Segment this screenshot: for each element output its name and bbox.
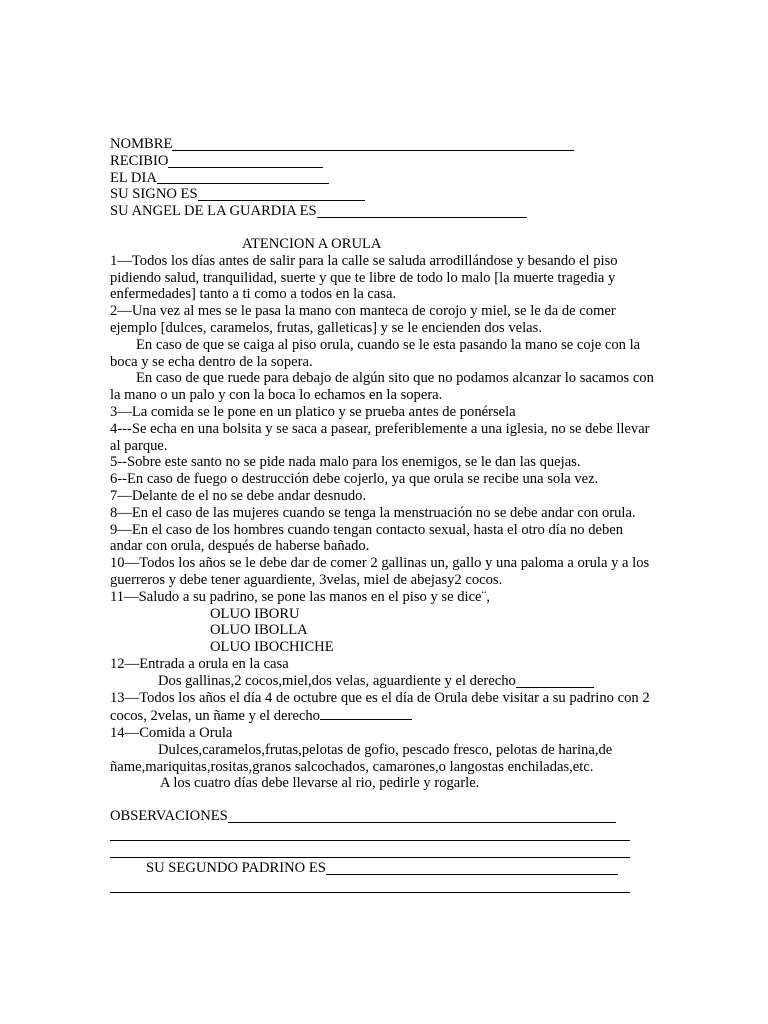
item-2a: En caso de que se caiga al piso orula, cuando se le esta pasando la mano se coje con la boca y se echa dentro de la sopera. [110,336,641,370]
item-9: 9—En el caso de los hombres cuando tengan contacto sexual, hasta el otro día no deben andar con orula, después de haberse bañado. [110,521,624,555]
oluo-iboru: OLUO IBORU [210,605,300,622]
blank-signo[interactable] [198,187,365,201]
blank-observaciones[interactable] [228,809,616,823]
blank-derecho-12[interactable] [516,674,594,688]
blank-angel[interactable] [317,204,527,218]
item-12a [110,673,658,690]
item-7: 7—Delante de el no se debe andar desnudo. [110,487,367,504]
field-nombre [110,136,658,153]
field-signo [110,186,658,203]
field-observaciones [110,808,658,825]
field-segundo-padrino [110,860,658,877]
blank-nombre[interactable] [172,137,574,151]
observaciones-line-3[interactable] [110,843,630,858]
item-5: 5--Sobre este santo no se pide nada malo para los enemigos, se le dan las quejas. [110,454,581,471]
oluo-ibochiche: OLUO IBOCHICHE [210,639,334,656]
blank-el-dia[interactable] [157,170,329,184]
blank-recibio[interactable] [168,154,323,168]
item-14: 14—Comida a Orula [110,725,233,742]
blank-segundo-padrino[interactable] [326,861,618,875]
item-2: 2—Una vez al mes se le pasa la mano con manteca de corojo y miel, se le da de comer ejemplo [dulces, caramelos, frutas, galleticas] y se le encienden dos velas. [110,303,616,336]
item-3: 3—La comida se le pone en un platico y se prueba antes de ponérsela [110,403,516,420]
blank-derecho-13[interactable] [320,706,412,720]
item-8: 8—En el caso de las mujeres cuando se tenga la menstruación no se debe andar con orula. [110,504,636,521]
item-14a: Dulces,caramelos,frutas,pelotas de gofio, pescado fresco, pelotas de harina,de ñame,mariquitas,rositas,granos salcochados, camarones,o langostas enchiladas,etc. [110,741,613,775]
item-1: 1—Todos los días antes de salir para la calle se saluda arrodillándose y besando el piso pidiendo salud, tranquilidad, suerte y que te libre de todo lo malo [la muerte tragedia y enfermedades] tanto a ti como a todos en la casa. [110,252,618,303]
label-signo: SU SIGNO ES [110,186,198,203]
item-12a-text: Dos gallinas,2 cocos,miel,dos velas, aguardiente y el derecho [158,672,516,689]
item-12: 12—Entrada a orula en la casa [110,655,289,672]
field-el-dia [110,170,658,187]
item-2b: En caso de que ruede para debajo de algún sito que no podamos alcanzar lo sacamos con la mano o un palo y con la boca lo echamos en la sopera. [110,370,654,404]
label-el-dia: EL DIA [110,169,157,186]
item-11: 11—Saludo a su padrino, se pone las manos en el piso y se dice¨, [110,588,491,605]
item-13-text: 13—Todos los años el día 4 de octubre que es el día de Orula debe visitar a su padrino con 2 cocos, 2velas, un ñame y el derecho [110,689,650,725]
document-page [110,136,658,895]
label-segundo-padrino: SU SEGUNDO PADRINO ES [146,860,326,877]
item-6: 6--En caso de fuego o destrucción debe cojerlo, ya que orula se recibe una sola vez. [110,471,599,488]
oluo-ibolla: OLUO IBOLLA [210,622,308,639]
item-4: 4---Se echa en una bolsita y se saca a pasear, preferiblemente a una iglesia, no se debe llevar al parque. [110,420,650,454]
item-10: 10—Todos los años se le debe dar de comer 2 gallinas un, gallo y una paloma a orula y a los guerreros y debe tener aguardiente, 3velas, miel de abejasy2 cocos. [110,555,650,588]
observaciones-line-2[interactable] [110,825,630,841]
spacer [110,792,658,808]
field-recibio [110,153,658,170]
label-angel: SU ANGEL DE LA GUARDIA ES [110,203,317,220]
label-nombre: NOMBRE [110,136,173,152]
section-title: ATENCION A ORULA [242,235,382,252]
label-recibio: RECIBIO [110,152,169,169]
field-angel [110,203,658,220]
segundo-padrino-line-2[interactable] [110,877,630,893]
item-13 [110,690,658,726]
item-14b: A los cuatro días debe llevarse al rio, pedirle y rogarle. [160,775,480,792]
label-observaciones: OBSERVACIONES [110,808,228,825]
